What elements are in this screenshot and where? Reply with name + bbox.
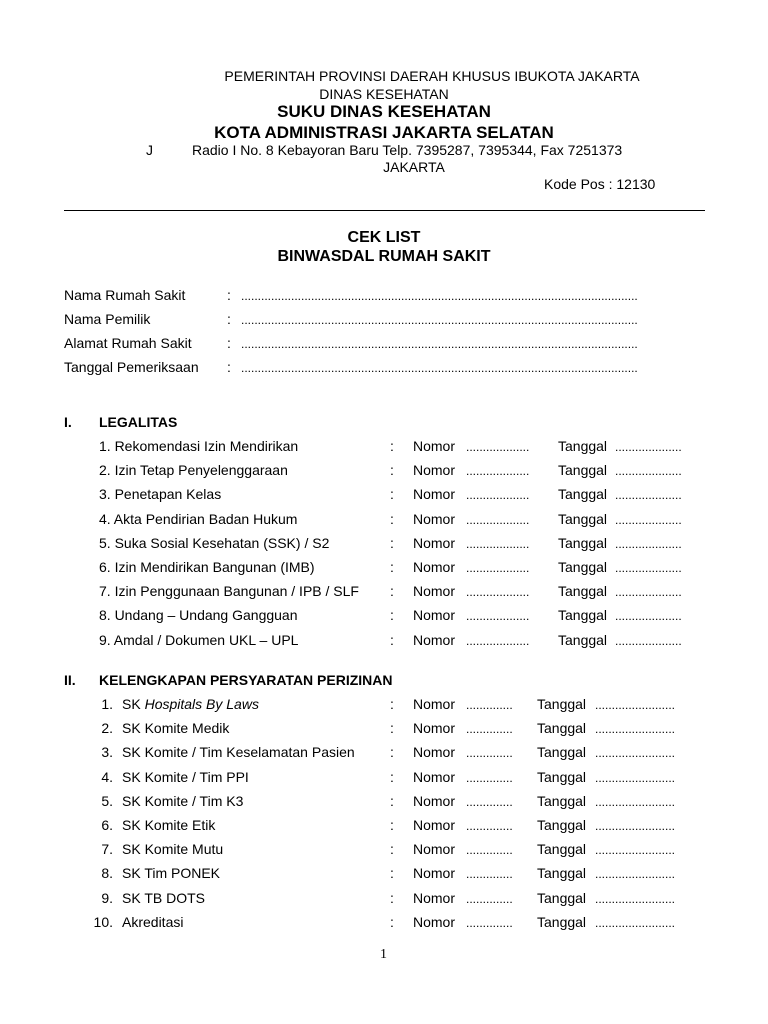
nomor-label: Nomor [413,631,456,648]
tanggal-label: Tanggal [537,720,587,737]
tanggal-label: Tanggal [537,792,587,809]
nomor-label: Nomor [413,913,456,930]
identity-colon: : [227,287,231,303]
checklist-colon: : [390,583,394,600]
nomor-label: Nomor [413,607,456,624]
section1-numeral: I. [64,414,72,430]
identity-fill-line: ....................................................................................................................... [241,337,638,351]
tanggal-label: Tanggal [558,559,608,575]
nomor-label: Nomor [413,865,456,882]
tanggal-fill-line: .................... [615,561,682,575]
tanggal-label: Tanggal [558,462,608,479]
checklist-colon: : [390,559,394,575]
checklist-item: 2. Izin Tetap Penyelenggaraan [99,462,288,479]
checklist-number: 9. [101,889,113,906]
tanggal-label: Tanggal [537,841,587,858]
nomor-label: Nomor [413,696,456,712]
checklist-colon: : [390,462,394,479]
tanggal-fill-line: .................... [615,512,682,527]
checklist-item [122,769,249,785]
tanggal-fill-line: .................... [615,464,682,479]
tanggal-fill-line: ........................ [595,843,676,858]
header-department: DINAS KESEHATAN [319,86,449,102]
nomor-fill-line: .............. [466,698,513,712]
checklist-colon: : [390,607,394,624]
identity-fill-line: ....................................................................................................................... [241,361,638,375]
nomor-fill-line: .............. [466,867,513,882]
checklist-item-text: SK Komite Mutu [122,841,224,858]
nomor-fill-line: .............. [466,794,513,809]
nomor-fill-line: .............. [466,819,513,833]
checklist-item-text: SK TB DOTS [122,889,205,906]
tanggal-label: Tanggal [558,631,608,648]
nomor-fill-line: ................... [466,609,530,624]
tanggal-label: Tanggal [558,583,608,600]
tanggal-label: Tanggal [537,696,587,712]
tanggal-fill-line: ........................ [595,915,676,930]
checklist-item-text: SK Komite / Tim PPI [122,768,249,785]
checklist-item: 7. Izin Penggunaan Bangunan / IPB / SLF [99,583,359,600]
nomor-label: Nomor [413,817,456,833]
identity-label: Nama Rumah Sakit [64,287,186,303]
tanggal-label: Tanggal [537,889,587,906]
nomor-fill-line: ................... [466,633,530,648]
checklist-number: 4. [101,768,113,785]
checklist-number: 1. [101,696,113,712]
checklist-item-text: SK Tim PONEK [122,865,221,882]
nomor-label: Nomor [413,510,456,527]
checklist-item [122,793,243,809]
nomor-fill-line: ................... [466,488,530,503]
tanggal-label: Tanggal [558,510,608,527]
checklist-item [122,890,205,906]
identity-colon: : [227,359,231,375]
tanggal-label: Tanggal [537,768,587,785]
nomor-label: Nomor [413,583,456,600]
nomor-fill-line: .............. [466,843,513,858]
identity-colon: : [227,311,231,327]
checklist-item [122,841,223,857]
nomor-label: Nomor [413,486,456,503]
identity-fill-line: ....................................................................................................................... [241,313,638,327]
page-number: 1 [380,947,387,962]
section2-numeral: II. [64,672,76,688]
nomor-fill-line: .............. [466,722,513,737]
header-city-name: JAKARTA [383,159,445,175]
checklist-colon: : [390,817,394,833]
nomor-fill-line: ................... [466,512,530,527]
checklist-item: 9. Amdal / Dokumen UKL – UPL [99,631,299,648]
checklist-item: 6. Izin Mendirikan Bangunan (IMB) [99,559,315,575]
checklist-item [122,817,215,833]
tanggal-fill-line: .................... [615,488,682,503]
checklist-colon: : [390,889,394,906]
nomor-label: Nomor [413,768,456,785]
checklist-colon: : [390,865,394,882]
nomor-label: Nomor [413,792,456,809]
checklist-colon: : [390,510,394,527]
checklist-number: 6. [101,817,113,833]
nomor-fill-line: .............. [466,770,513,785]
checklist-item: 1. Rekomendasi Izin Mendirikan [99,438,299,454]
checklist-item-text: SK [122,696,145,712]
doc-title: CEK LIST [347,229,421,246]
tanggal-fill-line: ........................ [595,770,676,785]
section2-heading: KELENGKAPAN PERSYARATAN PERIZINAN [99,672,393,688]
nomor-fill-line: ................... [466,464,530,479]
tanggal-fill-line: ........................ [595,891,676,906]
checklist-colon: : [390,841,394,858]
nomor-label: Nomor [413,559,456,575]
tanggal-fill-line: .................... [615,536,682,551]
tanggal-label: Tanggal [537,744,587,761]
checklist-colon: : [390,534,394,551]
checklist-item: 5. Suka Sosial Kesehatan (SSK) / S2 [99,534,330,551]
checklist-number: 8. [101,865,113,882]
header-city: KOTA ADMINISTRASI JAKARTA SELATAN [214,123,554,142]
identity-colon: : [227,335,231,351]
checklist-item: 4. Akta Pendirian Badan Hukum [99,510,298,527]
tanggal-label: Tanggal [537,865,587,882]
tanggal-fill-line: .................... [615,585,682,600]
tanggal-label: Tanggal [558,438,608,454]
checklist-number: 5. [101,792,113,809]
checklist-colon: : [390,696,394,712]
nomor-fill-line: .............. [466,891,513,906]
checklist-number: 10. [93,913,113,930]
checklist-item-italic-text: Hospitals By Laws [144,696,259,712]
tanggal-fill-line: ........................ [595,867,676,882]
identity-label: Nama Pemilik [64,311,151,327]
checklist-item: 3. Penetapan Kelas [99,486,222,503]
identity-label: Alamat Rumah Sakit [64,335,192,351]
checklist-item [122,914,183,930]
nomor-label: Nomor [413,438,456,454]
nomor-fill-line: ................... [466,561,530,575]
header-government: PEMERINTAH PROVINSI DAERAH KHUSUS IBUKOTA JAKARTA [224,68,640,84]
nomor-label: Nomor [413,841,456,858]
checklist-number: 3. [101,744,113,761]
tanggal-fill-line: ........................ [595,819,676,833]
checklist-item-text: SK Komite / Tim K3 [122,792,244,809]
nomor-fill-line: .............. [466,746,513,761]
checklist-item [122,720,229,736]
tanggal-fill-line: .................... [615,633,682,648]
identity-label: Tanggal Pemeriksaan [64,359,199,375]
header-address: Radio I No. 8 Kebayoran Baru Telp. 7395287, 7395344, Fax 7251373 [192,142,623,158]
checklist-colon: : [390,486,394,503]
checklist-colon: : [390,913,394,930]
nomor-label: Nomor [413,744,456,761]
checklist-colon: : [390,768,394,785]
section1-heading: LEGALITAS [99,414,178,430]
checklist-number: 7. [101,841,113,858]
tanggal-label: Tanggal [537,817,587,833]
checklist-item-text: SK Komite / Tim Keselamatan Pasien [122,744,355,761]
tanggal-fill-line: ........................ [595,746,676,761]
header-sub-department: SUKU DINAS KESEHATAN [277,102,491,121]
checklist-item [122,696,259,712]
header-divider [64,210,705,211]
header-postal-code: Kode Pos : 12130 [544,176,656,192]
checklist-item [122,865,220,881]
nomor-label: Nomor [413,889,456,906]
checklist-colon: : [390,631,394,648]
checklist-item-text: SK Komite Medik [122,720,230,737]
nomor-label: Nomor [413,534,456,551]
tanggal-fill-line: ........................ [595,794,676,809]
tanggal-label: Tanggal [558,607,608,624]
checklist-item [122,744,355,760]
nomor-label: Nomor [413,462,456,479]
tanggal-fill-line: ........................ [595,698,676,712]
nomor-fill-line: .............. [466,915,513,930]
header-address-prefix: J [146,142,153,158]
checklist-item-text: SK Komite Etik [122,817,216,833]
checklist-item-text: Akreditasi [122,913,184,930]
checklist-colon: : [390,438,394,454]
tanggal-label: Tanggal [537,913,587,930]
checklist-item: 8. Undang – Undang Gangguan [99,607,298,624]
nomor-fill-line: ................... [466,585,530,600]
nomor-fill-line: ................... [466,536,530,551]
tanggal-fill-line: ........................ [595,722,676,737]
tanggal-fill-line: .................... [615,440,682,454]
checklist-colon: : [390,744,394,761]
nomor-fill-line: ................... [466,440,530,454]
nomor-label: Nomor [413,720,456,737]
tanggal-fill-line: .................... [615,609,682,624]
checklist-colon: : [390,720,394,737]
checklist-number: 2. [101,720,113,737]
identity-fill-line: ....................................................................................................................... [241,289,638,303]
tanggal-label: Tanggal [558,534,608,551]
tanggal-label: Tanggal [558,486,608,503]
doc-subtitle: BINWASDAL RUMAH SAKIT [277,248,491,265]
checklist-colon: : [390,792,394,809]
